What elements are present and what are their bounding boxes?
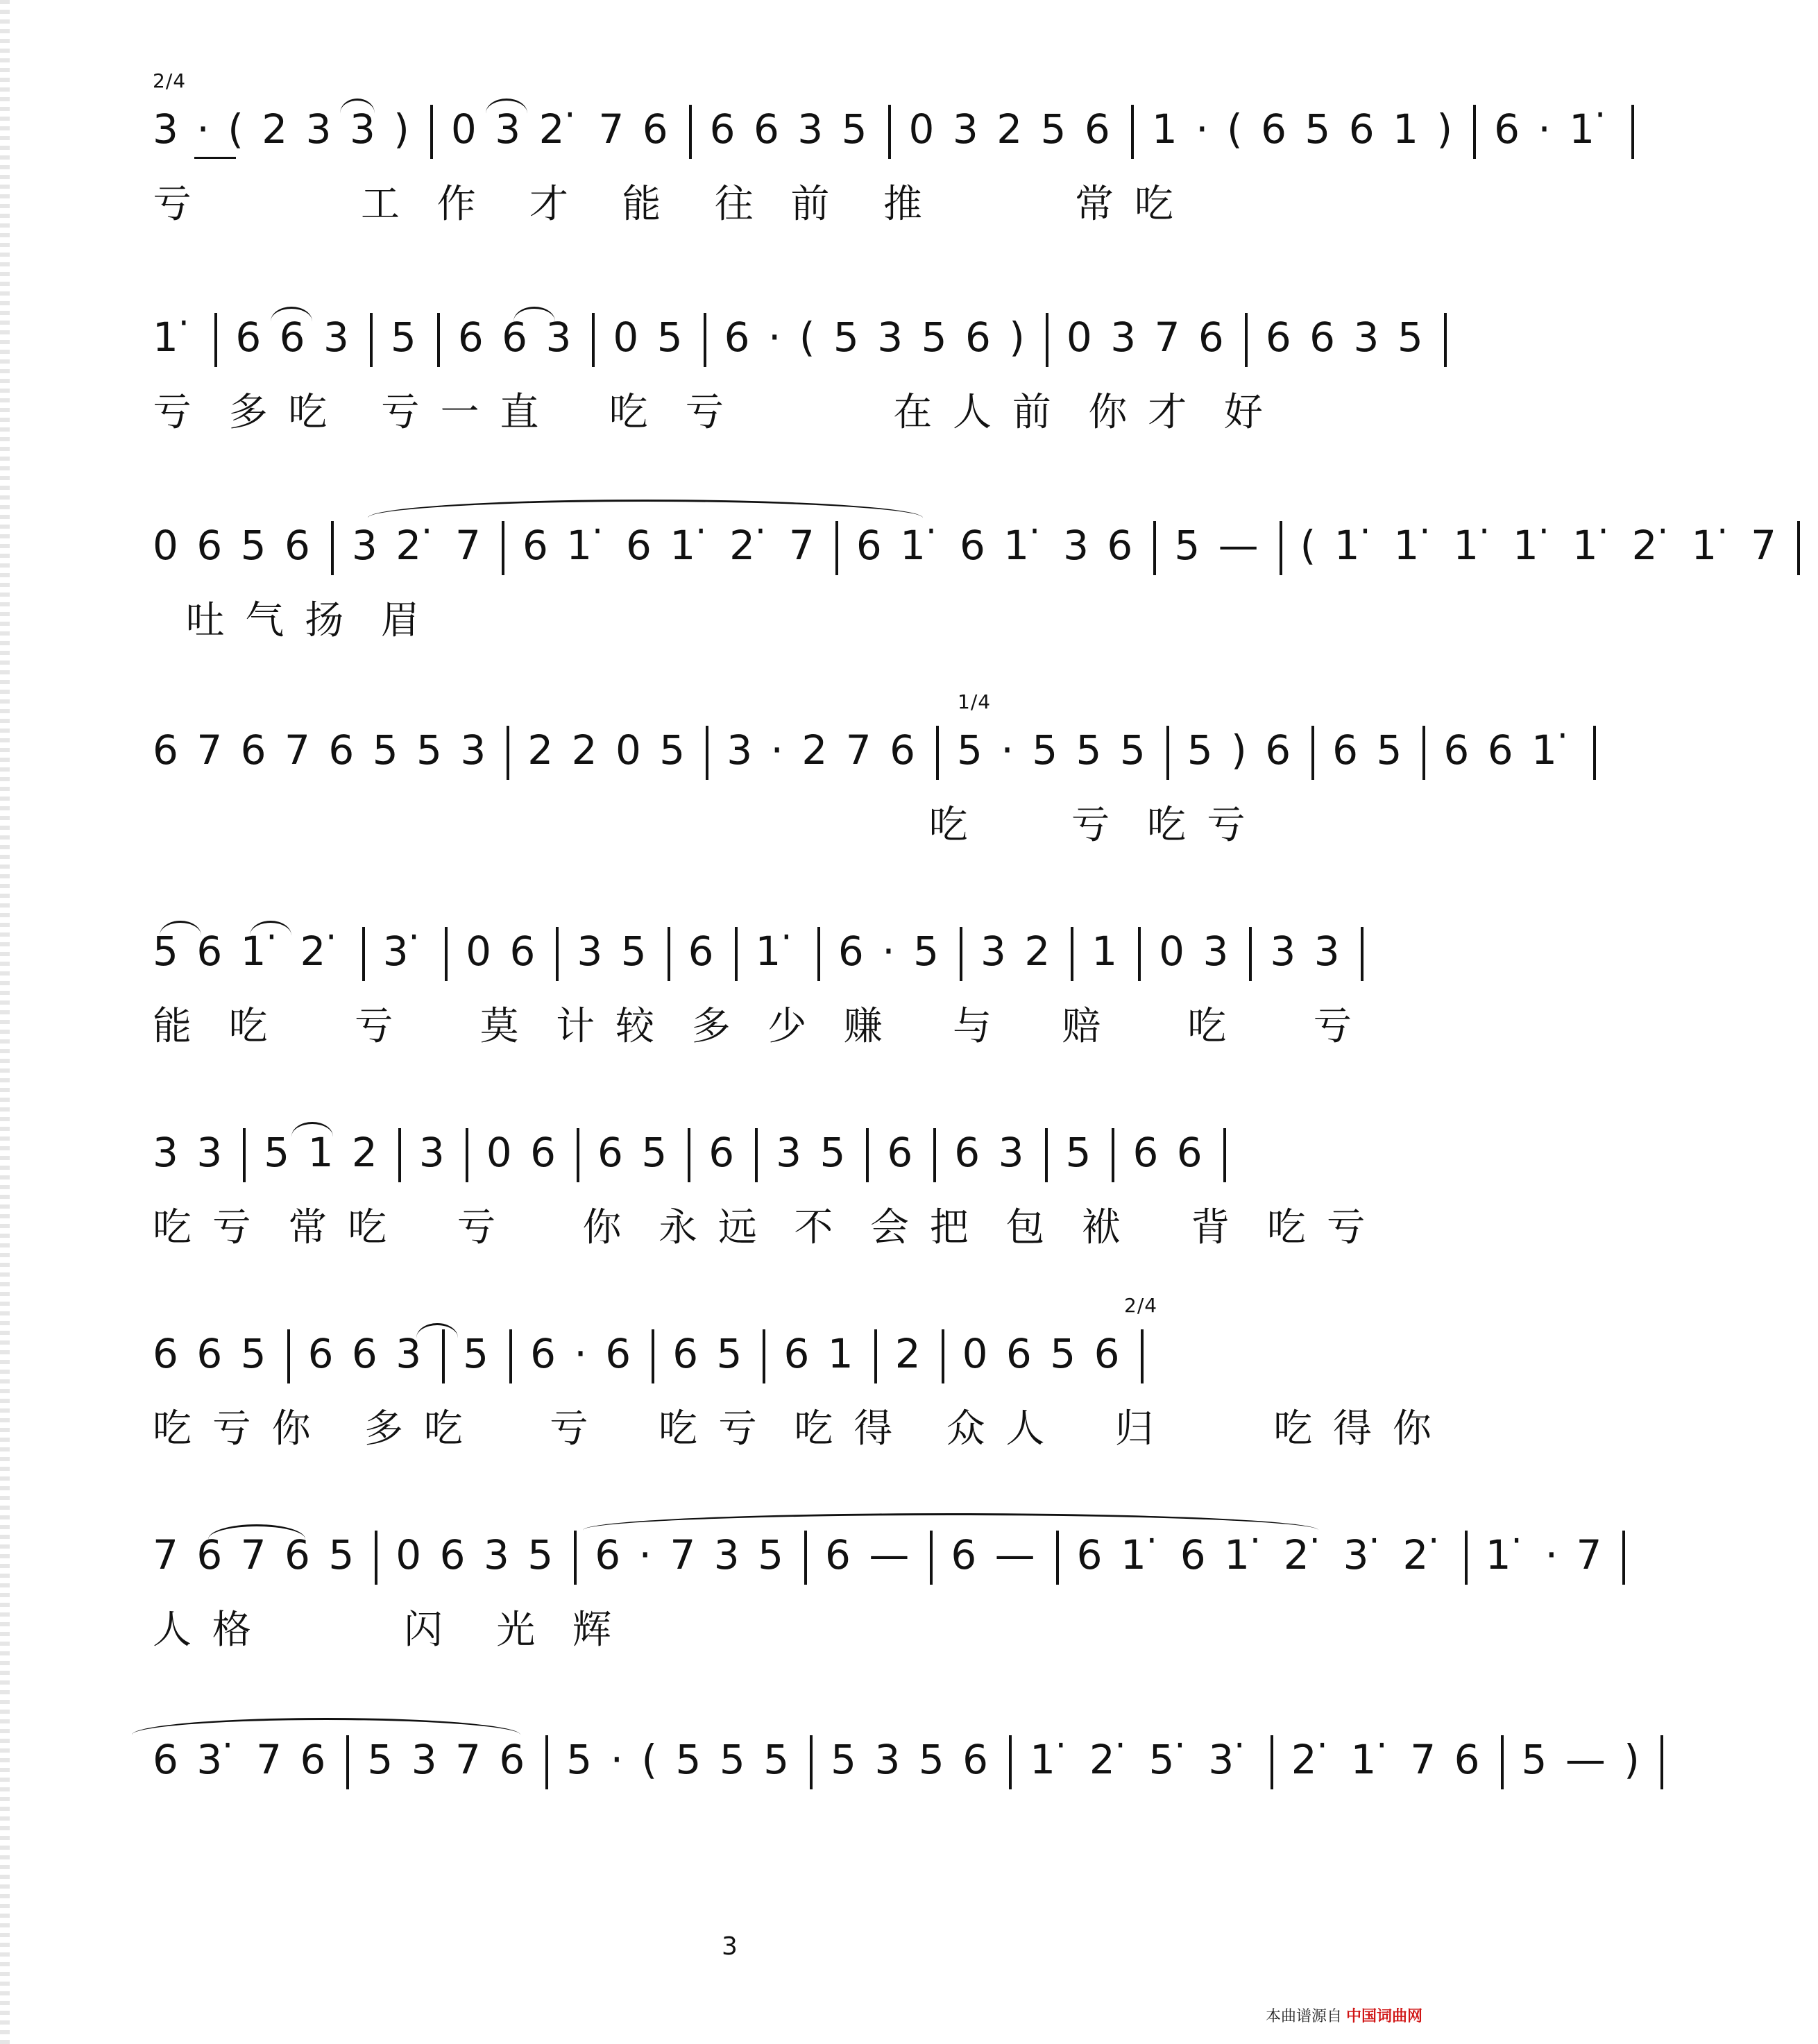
measure: 6 · 6 [530,1330,634,1378]
measure: 5 3 5 6 [831,1736,992,1784]
measure: 6 6 3 5 [709,105,870,153]
barline [960,927,962,981]
measure: 6 [708,1129,738,1177]
beam-underline [194,157,236,159]
measure: 6 — [951,1531,1038,1579]
lyrics-line: 能 吃 亏 莫 计 较 多 少 赚 与 赔 吃 亏 [153,1004,1357,1049]
slur [513,307,555,337]
barline [1223,1128,1226,1182]
barline [592,313,595,367]
measure: 5 ) 6 [1187,726,1294,774]
barline [331,521,334,575]
measure: 3 2 ̇ 7 [351,522,484,570]
barline [1249,927,1252,981]
slur [416,1323,458,1353]
measure: 1 [1091,928,1121,976]
barline [933,1128,936,1182]
measure: 5 · ( 5 5 5 [566,1736,792,1784]
barline [1361,927,1364,981]
measure: 3 ̇ [382,928,427,976]
barline [1071,927,1073,981]
notation-line [153,725,1614,781]
lyrics-line: 吐 气 扬 眉 [153,598,424,643]
measure: 3 3 [1270,928,1343,976]
measure: 5 3 7 6 [367,1736,528,1784]
lyrics-line: 人 格 闪 光 辉 [153,1608,616,1653]
measure: 2 2 0 5 [527,726,688,774]
barline [1797,521,1800,575]
footer-source [1266,2004,1422,2026]
measure: 1 ̇ [153,314,197,361]
notation-text [153,927,1382,981]
barline [574,1531,577,1585]
measure: 6 1 ̇ 6 1 ̇ 2 ̇ 3 ̇ 2 ̇ [1076,1531,1447,1579]
measure: 6 [688,928,717,976]
lyrics-line: 吃 亏 吃 亏 [153,803,1250,848]
barline [1280,521,1282,575]
barline [1271,1735,1273,1789]
barline [1009,1735,1012,1789]
barline [287,1329,290,1383]
measure: 0 6 [486,1129,559,1177]
measure: 6 · 1 ̇ [1494,105,1613,153]
measure: 1 · ( 6 5 6 1 ) [1151,105,1456,153]
notation-line [153,1329,1162,1384]
barline [1112,1128,1114,1182]
measure: 6 1 ̇ 6 1 ̇ 2 ̇ 7 [522,522,817,570]
barline [445,927,448,981]
barline [1631,105,1634,159]
barline [735,927,738,981]
barline [1153,521,1156,575]
barline [866,1128,869,1182]
measure: 3 5 [577,928,649,976]
barline [1444,313,1447,367]
measure: 0 6 5 6 [962,1330,1123,1378]
notation-line [153,104,1652,160]
slur [250,921,291,951]
measure: 0 3 [1159,928,1232,976]
barline [507,726,509,780]
measure: 1 ̇ · 7 [1485,1531,1605,1579]
measure: 3 · ( 2 3 3 ) [153,105,412,153]
measure: 3 · 2 7 6 [727,726,918,774]
measure: 5 [390,314,419,361]
barline [214,313,217,367]
measure: 6 7 6 7 6 5 5 3 [153,726,489,774]
measure: 1 ̇ 2 ̇ 5 ̇ 3 ̇ [1030,1736,1252,1784]
time-signature: 2/4 [153,69,187,92]
page-edge-strip [0,0,10,2044]
measure: 6 [887,1129,916,1177]
barline [243,1128,246,1182]
barline [1622,1531,1625,1585]
barline [755,1128,758,1182]
long-slur [132,1718,520,1752]
barline [1501,1735,1504,1789]
barline [1465,1531,1468,1585]
barline [1593,726,1596,780]
measure: 6 6 1 ̇ [1443,726,1576,774]
measure: 6 6 3 [457,314,575,361]
barline [1660,1735,1663,1789]
measure: 7 6 7 6 5 [153,1531,357,1579]
slur [271,307,312,337]
barline [370,313,373,367]
barline [810,1735,813,1789]
measure: 6 · 5 [838,928,942,976]
lyrics-line: 亏 工 作 才 能 往 前 推 常 吃 [153,182,1178,227]
barline [1422,726,1425,780]
measure: 6 6 [1132,1129,1205,1177]
barline [577,1128,579,1182]
barline [668,927,670,981]
barline [375,1531,377,1585]
barline [398,1128,401,1182]
measure: 6 — [824,1531,912,1579]
barline [817,927,820,981]
notation-text [153,726,1614,780]
measure: 0 6 5 6 [153,522,313,570]
measure: 5 — [1174,522,1261,570]
notation-text [153,105,1652,159]
time-signature: 1/4 [958,690,992,713]
notation-line [153,926,1382,982]
lyrics-line: 亏 多 吃 亏 一 直 吃 亏 在 人 前 你 才 好 [153,390,1267,435]
measure: 6 5 [672,1330,745,1378]
measure: 0 3 2 5 6 [908,105,1113,153]
barline [1166,726,1169,780]
barline [509,1329,512,1383]
barline [430,105,433,159]
measure: 3 3 [153,1129,226,1177]
measure: 3 2 [980,928,1053,976]
measure: 3 5 [776,1129,849,1177]
measure: 2 [894,1330,924,1378]
barline [763,1329,765,1383]
slur [486,99,527,128]
measure: 6 1 ̇ 6 1 ̇ 3 6 [856,522,1136,570]
notation-line [153,312,1465,368]
slur [340,99,375,128]
measure: 6 1 [783,1330,856,1378]
measure: 6 5 [1332,726,1405,774]
lyrics-line: 吃 亏 常 吃 亏 你 永 远 不 会 把 包 袱 背 吃 亏 [153,1205,1370,1250]
barline [1141,1329,1144,1383]
measure: 6 · 7 3 5 [595,1531,786,1579]
measure: 1 ̇ [755,928,799,976]
source-label: 本曲谱源自 [1265,2008,1342,2025]
slur [208,1524,305,1554]
barline [706,726,708,780]
barline [1311,726,1314,780]
barline [1045,1128,1048,1182]
measure: 5 — ) [1521,1736,1642,1784]
notation-text [153,313,1465,367]
long-slur [368,500,923,536]
slur [160,921,201,951]
barline [556,927,559,981]
slur [291,1122,333,1152]
time-signature: 2/4 [1124,1294,1158,1317]
lyrics-line: 吃 亏 你 多 吃 亏 吃 亏 吃 得 众 人 归 吃 得 你 [153,1406,1436,1451]
measure: 0 3 2 ̇ 7 6 [450,105,671,153]
measure: 5 6 1 ̇ 2 ̇ [153,928,344,976]
barline [545,1735,548,1789]
measure: 6 6 3 [235,314,352,361]
barline [652,1329,654,1383]
page-number: 3 [722,1932,738,1961]
measure: 0 6 [466,928,538,976]
barline [874,1329,877,1383]
measure: ( 1 ̇ 1 ̇ 1 ̇ 1 ̇ 1 ̇ 2 ̇ 1 ̇ 7 [1300,522,1780,570]
measure: 6 6 3 [307,1330,425,1378]
barline [688,1128,690,1182]
measure: 6 · ( 5 3 5 6 ) [724,314,1028,361]
barline [1046,313,1048,367]
measure: 6 3 ̇ 7 6 [153,1736,329,1784]
barline [1473,105,1476,159]
measure: 0 3 7 6 [1066,314,1227,361]
barline [362,927,365,981]
notation-text [153,1329,1162,1383]
barline [888,105,891,159]
site-brand[interactable]: 中国词曲网 [1345,2008,1422,2025]
measure: 3 [418,1129,448,1177]
barline [1245,313,1248,367]
measure: 5 1 2 [264,1129,380,1177]
barline [936,726,939,780]
barline [689,105,692,159]
measure: 0 5 [613,314,686,361]
measure: 0 6 3 5 [396,1531,557,1579]
measure: 5 [463,1330,492,1378]
measure: 5 · 5 5 5 [957,726,1148,774]
measure: 6 5 [597,1129,670,1177]
barline [1131,105,1134,159]
measure: 2 ̇ 1 ̇ 7 6 [1291,1736,1483,1784]
barline [942,1329,944,1383]
barline [1138,927,1141,981]
barline [704,313,706,367]
barline [466,1128,468,1182]
long-slur [583,1513,1318,1547]
measure: 6 3 [954,1129,1027,1177]
measure: 5 [1065,1129,1094,1177]
barline [437,313,440,367]
measure: 6 6 5 [153,1330,269,1378]
measure: 6 6 3 5 [1265,314,1426,361]
